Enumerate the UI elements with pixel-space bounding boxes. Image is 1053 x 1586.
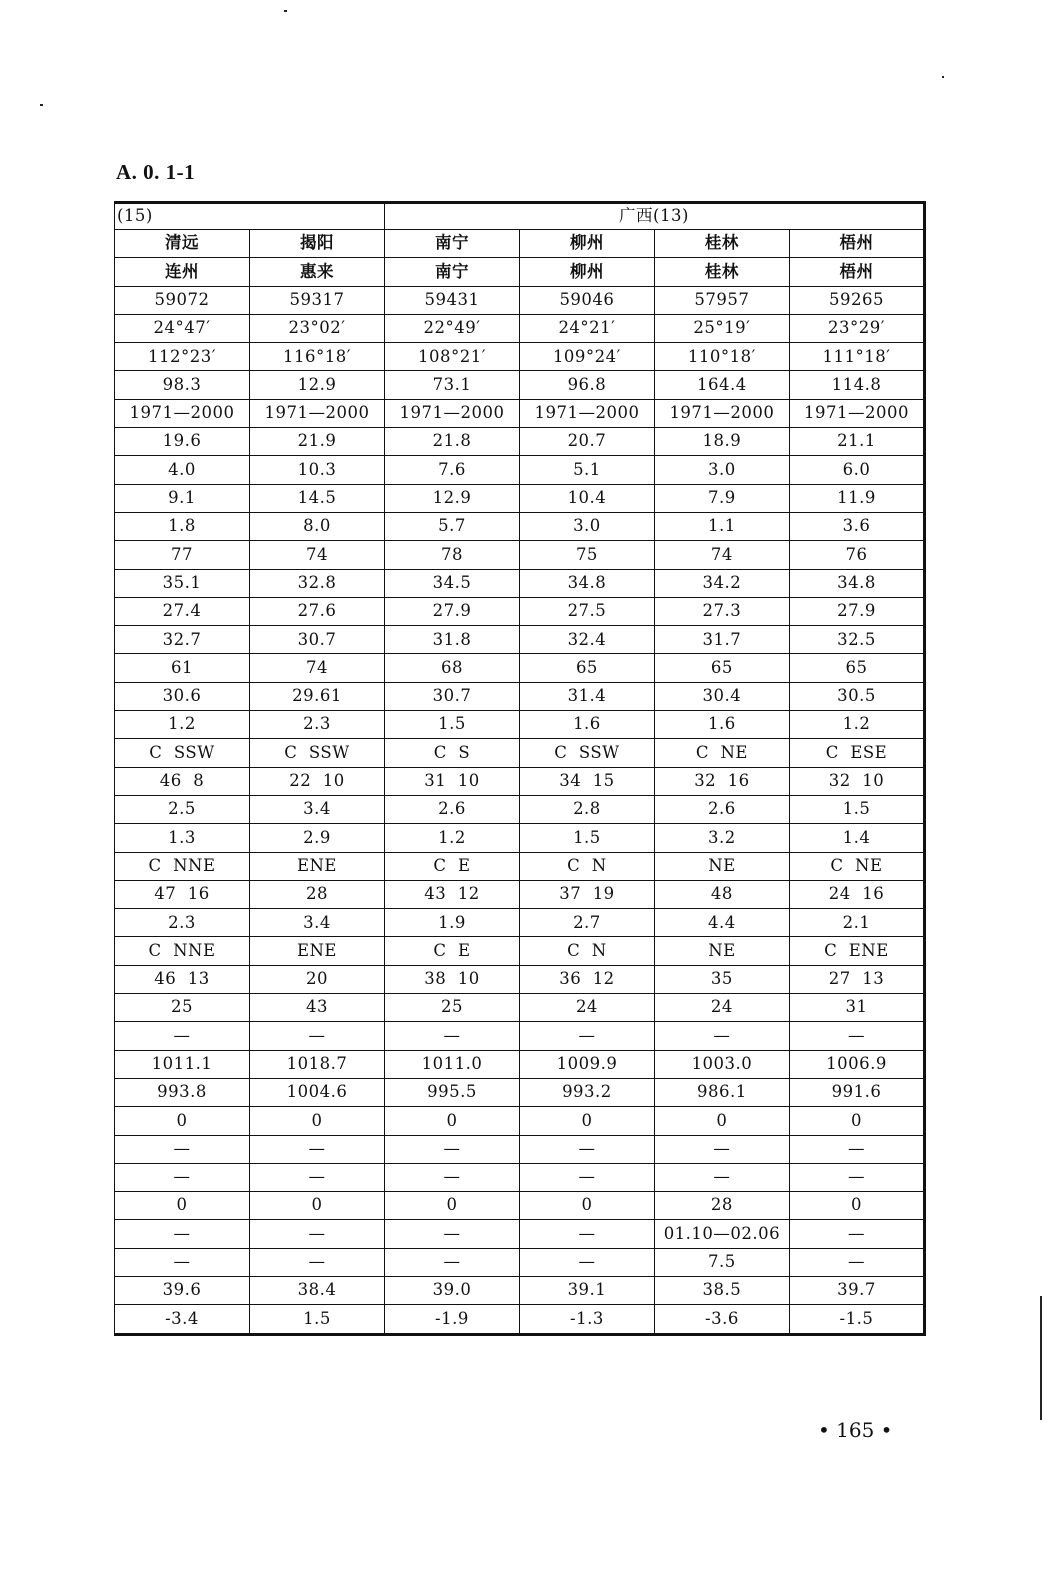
table-cell: 2.9 xyxy=(249,824,384,852)
station-name: 惠来 xyxy=(249,258,384,286)
table-cell: 59265 xyxy=(789,286,924,314)
table-cell: — xyxy=(115,1163,250,1191)
table-cell: 43 12 xyxy=(384,880,519,908)
table-row xyxy=(115,654,925,682)
table-cell: 23°29′ xyxy=(789,314,924,342)
table-cell: 993.8 xyxy=(115,1078,250,1106)
table-cell: C E xyxy=(384,852,519,880)
table-cell: -3.6 xyxy=(654,1305,789,1334)
table-cell: 21.8 xyxy=(384,428,519,456)
table-row xyxy=(115,739,925,767)
table-cell: 1.6 xyxy=(519,711,654,739)
table-cell: 114.8 xyxy=(789,371,924,399)
table-cell: 5.1 xyxy=(519,456,654,484)
table-cell: 38.5 xyxy=(654,1276,789,1304)
group-label-left: (15) xyxy=(115,203,385,230)
table-cell: 21.9 xyxy=(249,428,384,456)
station-name: 柳州 xyxy=(519,258,654,286)
table-row xyxy=(115,541,925,569)
table-cell: 1.1 xyxy=(654,512,789,540)
table-cell: 8.0 xyxy=(249,512,384,540)
province-group-row xyxy=(115,203,925,230)
table-cell: 20 xyxy=(249,965,384,993)
table-cell: 12.9 xyxy=(249,371,384,399)
margin-rule xyxy=(1040,1296,1042,1420)
table-cell: ENE xyxy=(249,852,384,880)
table-row xyxy=(115,937,925,965)
table-row xyxy=(115,314,925,342)
table-cell: 23°02′ xyxy=(249,314,384,342)
table-cell: — xyxy=(249,1135,384,1163)
table-cell: C NNE xyxy=(115,852,250,880)
table-cell: — xyxy=(249,1022,384,1050)
table-cell: 29.61 xyxy=(249,682,384,710)
table-cell: 1971—2000 xyxy=(789,399,924,427)
table-row xyxy=(115,1192,925,1220)
table-cell: — xyxy=(654,1135,789,1163)
table-row xyxy=(115,597,925,625)
table-cell: 1.6 xyxy=(654,711,789,739)
table-cell: 22 10 xyxy=(249,767,384,795)
table-row xyxy=(115,1022,925,1050)
table-row xyxy=(115,1276,925,1304)
table-cell: 35.1 xyxy=(115,569,250,597)
table-cell: 34.8 xyxy=(519,569,654,597)
table-cell: 27.9 xyxy=(789,597,924,625)
table-cell: 1004.6 xyxy=(249,1078,384,1106)
table-row xyxy=(115,767,925,795)
table-cell: 32.5 xyxy=(789,626,924,654)
table-row xyxy=(115,965,925,993)
table-cell: 59046 xyxy=(519,286,654,314)
table-cell: 7.9 xyxy=(654,484,789,512)
table-cell: 991.6 xyxy=(789,1078,924,1106)
table-cell: 59431 xyxy=(384,286,519,314)
table-cell: 30.6 xyxy=(115,682,250,710)
table-cell: — xyxy=(519,1248,654,1276)
table-cell: 31 xyxy=(789,994,924,1022)
table-cell: 164.4 xyxy=(654,371,789,399)
table-cell: 38.4 xyxy=(249,1276,384,1304)
table-cell: 18.9 xyxy=(654,428,789,456)
table-cell: 46 13 xyxy=(115,965,250,993)
table-cell: 20.7 xyxy=(519,428,654,456)
table-row xyxy=(115,1305,925,1334)
table-cell: -1.3 xyxy=(519,1305,654,1334)
station-name: 南宁 xyxy=(384,258,519,286)
table-cell: 0 xyxy=(384,1192,519,1220)
table-cell: 3.0 xyxy=(654,456,789,484)
table-cell: 116°18′ xyxy=(249,343,384,371)
table-cell: 31.7 xyxy=(654,626,789,654)
table-cell: 34.8 xyxy=(789,569,924,597)
climate-parameter-table xyxy=(114,201,926,1336)
table-row xyxy=(115,371,925,399)
table-cell: 0 xyxy=(519,1192,654,1220)
table-cell: 19.6 xyxy=(115,428,250,456)
table-cell: 59072 xyxy=(115,286,250,314)
station-name: 梧州 xyxy=(789,258,924,286)
table-cell: 75 xyxy=(519,541,654,569)
table-cell: 4.4 xyxy=(654,909,789,937)
table-row xyxy=(115,428,925,456)
table-cell: 993.2 xyxy=(519,1078,654,1106)
table-cell: 3.2 xyxy=(654,824,789,852)
table-row xyxy=(115,569,925,597)
table-cell: 59317 xyxy=(249,286,384,314)
table-cell: 0 xyxy=(789,1192,924,1220)
page-number: • 165 • xyxy=(818,1418,893,1442)
table-cell: — xyxy=(384,1135,519,1163)
table-cell: 0 xyxy=(115,1107,250,1135)
table-cell: NE xyxy=(654,852,789,880)
table-cell: 68 xyxy=(384,654,519,682)
table-row xyxy=(115,1078,925,1106)
scan-speck xyxy=(942,76,944,78)
table-cell: 39.1 xyxy=(519,1276,654,1304)
table-cell: 1003.0 xyxy=(654,1050,789,1078)
table-cell: 65 xyxy=(654,654,789,682)
table-cell: 25 xyxy=(384,994,519,1022)
table-cell: 73.1 xyxy=(384,371,519,399)
city-name: 梧州 xyxy=(789,230,924,258)
table-cell: 96.8 xyxy=(519,371,654,399)
table-cell: 30.4 xyxy=(654,682,789,710)
table-row xyxy=(115,286,925,314)
table-cell: 1018.7 xyxy=(249,1050,384,1078)
scan-speck xyxy=(40,104,43,106)
table-cell: 1.3 xyxy=(115,824,250,852)
table-cell: -1.5 xyxy=(789,1305,924,1334)
table-cell: 30.7 xyxy=(384,682,519,710)
table-cell: 11.9 xyxy=(789,484,924,512)
table-cell: 32.4 xyxy=(519,626,654,654)
table-row xyxy=(115,824,925,852)
table-cell: 24 xyxy=(519,994,654,1022)
table-cell: 31.4 xyxy=(519,682,654,710)
table-row xyxy=(115,512,925,540)
table-cell: 0 xyxy=(519,1107,654,1135)
table-cell: 39.7 xyxy=(789,1276,924,1304)
table-cell: — xyxy=(789,1248,924,1276)
table-cell: — xyxy=(115,1022,250,1050)
table-cell: 32.8 xyxy=(249,569,384,597)
table-cell: 1971—2000 xyxy=(654,399,789,427)
table-cell: 1.2 xyxy=(384,824,519,852)
table-cell: 1.5 xyxy=(384,711,519,739)
table-cell: 32.7 xyxy=(115,626,250,654)
scan-speck xyxy=(284,10,287,12)
table-cell: 24 xyxy=(654,994,789,1022)
table-cell: — xyxy=(115,1248,250,1276)
table-cell: — xyxy=(384,1220,519,1248)
table-row xyxy=(115,1248,925,1276)
table-cell: 1.9 xyxy=(384,909,519,937)
table-cell: 4.0 xyxy=(115,456,250,484)
table-cell: 74 xyxy=(654,541,789,569)
table-cell: 1009.9 xyxy=(519,1050,654,1078)
station-name-row xyxy=(115,258,925,286)
table-row xyxy=(115,711,925,739)
table-cell: 109°24′ xyxy=(519,343,654,371)
table-cell: C ENE xyxy=(789,937,924,965)
table-cell: -1.9 xyxy=(384,1305,519,1334)
table-cell: 2.6 xyxy=(384,795,519,823)
table-cell: 24°47′ xyxy=(115,314,250,342)
table-cell: — xyxy=(249,1220,384,1248)
table-cell: 65 xyxy=(789,654,924,682)
table-cell: 39.6 xyxy=(115,1276,250,1304)
table-cell: 1971—2000 xyxy=(384,399,519,427)
table-cell: 34.5 xyxy=(384,569,519,597)
table-cell: 27 13 xyxy=(789,965,924,993)
table-cell: 39.0 xyxy=(384,1276,519,1304)
table-cell: 1.5 xyxy=(789,795,924,823)
table-cell: 1011.0 xyxy=(384,1050,519,1078)
table-cell: 27.6 xyxy=(249,597,384,625)
table-cell: 24 16 xyxy=(789,880,924,908)
table-cell: 24°21′ xyxy=(519,314,654,342)
table-row xyxy=(115,456,925,484)
table-cell: — xyxy=(519,1022,654,1050)
table-cell: 36 12 xyxy=(519,965,654,993)
table-cell: 25 xyxy=(115,994,250,1022)
table-cell: 27.4 xyxy=(115,597,250,625)
table-cell: 32 10 xyxy=(789,767,924,795)
table-row xyxy=(115,1135,925,1163)
table-cell: 0 xyxy=(249,1192,384,1220)
table-row xyxy=(115,1163,925,1191)
table-cell: 2.3 xyxy=(115,909,250,937)
table-cell: 5.7 xyxy=(384,512,519,540)
table-row xyxy=(115,852,925,880)
table-cell: 3.4 xyxy=(249,795,384,823)
table-cell: 0 xyxy=(654,1107,789,1135)
table-cell: 57957 xyxy=(654,286,789,314)
table-cell: 14.5 xyxy=(249,484,384,512)
table-cell: C N xyxy=(519,852,654,880)
table-cell: 30.7 xyxy=(249,626,384,654)
table-cell: 1971—2000 xyxy=(249,399,384,427)
table-cell: 10.4 xyxy=(519,484,654,512)
city-name-row xyxy=(115,230,925,258)
table-cell: NE xyxy=(654,937,789,965)
table-row xyxy=(115,994,925,1022)
table-cell: 0 xyxy=(384,1107,519,1135)
table-cell: — xyxy=(115,1135,250,1163)
table-cell: 76 xyxy=(789,541,924,569)
table-cell: C NE xyxy=(789,852,924,880)
table-cell: 3.0 xyxy=(519,512,654,540)
table-cell: 3.4 xyxy=(249,909,384,937)
table-cell: — xyxy=(789,1163,924,1191)
table-cell: 1.8 xyxy=(115,512,250,540)
table-cell: 111°18′ xyxy=(789,343,924,371)
table-cell: 47 16 xyxy=(115,880,250,908)
table-cell: 35 xyxy=(654,965,789,993)
table-cell: — xyxy=(249,1163,384,1191)
table-cell: -3.4 xyxy=(115,1305,250,1334)
table-cell: — xyxy=(519,1135,654,1163)
table-cell: 110°18′ xyxy=(654,343,789,371)
table-cell: 48 xyxy=(654,880,789,908)
city-name: 柳州 xyxy=(519,230,654,258)
table-cell: 1971—2000 xyxy=(519,399,654,427)
table-cell: 108°21′ xyxy=(384,343,519,371)
table-cell: 61 xyxy=(115,654,250,682)
table-cell: 1.5 xyxy=(249,1305,384,1334)
table-cell: 10.3 xyxy=(249,456,384,484)
table-row xyxy=(115,909,925,937)
table-cell: ENE xyxy=(249,937,384,965)
table-cell: C S xyxy=(384,739,519,767)
table-cell: — xyxy=(249,1248,384,1276)
table-cell: 0 xyxy=(115,1192,250,1220)
table-cell: 2.1 xyxy=(789,909,924,937)
city-name: 桂林 xyxy=(654,230,789,258)
table-row xyxy=(115,795,925,823)
table-cell: 21.1 xyxy=(789,428,924,456)
table-cell: 9.1 xyxy=(115,484,250,512)
table-row xyxy=(115,682,925,710)
table-cell: 986.1 xyxy=(654,1078,789,1106)
city-name: 南宁 xyxy=(384,230,519,258)
table-cell: 1.2 xyxy=(789,711,924,739)
table-cell: — xyxy=(789,1022,924,1050)
table-cell: 77 xyxy=(115,541,250,569)
table-cell: 0 xyxy=(789,1107,924,1135)
table-cell: C SSW xyxy=(115,739,250,767)
group-label-guangxi: 广西(13) xyxy=(384,203,924,230)
table-cell: 6.0 xyxy=(789,456,924,484)
table-row xyxy=(115,343,925,371)
table-cell: 98.3 xyxy=(115,371,250,399)
table-cell: C SSW xyxy=(519,739,654,767)
table-id: A. 0. 1-1 xyxy=(116,160,196,184)
table-cell: 0 xyxy=(249,1107,384,1135)
table-cell: — xyxy=(654,1163,789,1191)
table-cell: C ESE xyxy=(789,739,924,767)
table-cell: 34.2 xyxy=(654,569,789,597)
table-cell: 7.6 xyxy=(384,456,519,484)
table-row xyxy=(115,399,925,427)
table-cell: 7.5 xyxy=(654,1248,789,1276)
table-cell: C NNE xyxy=(115,937,250,965)
table-cell: 74 xyxy=(249,541,384,569)
table-row xyxy=(115,1107,925,1135)
table-row xyxy=(115,1050,925,1078)
table-cell: 12.9 xyxy=(384,484,519,512)
table-cell: 01.10—02.06 xyxy=(654,1220,789,1248)
station-name: 连州 xyxy=(115,258,250,286)
table-cell: C E xyxy=(384,937,519,965)
table-cell: 22°49′ xyxy=(384,314,519,342)
table-cell: — xyxy=(115,1220,250,1248)
table-cell: 27.5 xyxy=(519,597,654,625)
table-cell: — xyxy=(384,1163,519,1191)
table-cell: — xyxy=(519,1220,654,1248)
table-cell: C SSW xyxy=(249,739,384,767)
table-cell: 1.4 xyxy=(789,824,924,852)
table-cell: 27.9 xyxy=(384,597,519,625)
table-cell: 1.2 xyxy=(115,711,250,739)
table-cell: 2.8 xyxy=(519,795,654,823)
table-cell: — xyxy=(654,1022,789,1050)
table-row xyxy=(115,880,925,908)
table-cell: 28 xyxy=(249,880,384,908)
station-name: 桂林 xyxy=(654,258,789,286)
table-cell: 74 xyxy=(249,654,384,682)
table-cell: — xyxy=(519,1163,654,1191)
table-cell: 34 15 xyxy=(519,767,654,795)
city-name: 揭阳 xyxy=(249,230,384,258)
table-row xyxy=(115,1220,925,1248)
table-cell: 37 19 xyxy=(519,880,654,908)
table-cell: 31.8 xyxy=(384,626,519,654)
table-cell: 2.6 xyxy=(654,795,789,823)
table-cell: 46 8 xyxy=(115,767,250,795)
table-cell: 43 xyxy=(249,994,384,1022)
table-cell: 3.6 xyxy=(789,512,924,540)
table-cell: 38 10 xyxy=(384,965,519,993)
table-cell: 25°19′ xyxy=(654,314,789,342)
table-cell: 78 xyxy=(384,541,519,569)
table-cell: C N xyxy=(519,937,654,965)
table-row xyxy=(115,626,925,654)
table-cell: 1.5 xyxy=(519,824,654,852)
table-row xyxy=(115,484,925,512)
table-cell: 2.3 xyxy=(249,711,384,739)
table-cell: 995.5 xyxy=(384,1078,519,1106)
table-cell: — xyxy=(789,1135,924,1163)
table-cell: 2.7 xyxy=(519,909,654,937)
table-cell: 1011.1 xyxy=(115,1050,250,1078)
table-cell: 30.5 xyxy=(789,682,924,710)
table-cell: 1971—2000 xyxy=(115,399,250,427)
table-cell: 2.5 xyxy=(115,795,250,823)
table-cell: — xyxy=(789,1220,924,1248)
table-cell: 1006.9 xyxy=(789,1050,924,1078)
table-cell: 65 xyxy=(519,654,654,682)
table-cell: 32 16 xyxy=(654,767,789,795)
table-cell: 27.3 xyxy=(654,597,789,625)
table-cell: — xyxy=(384,1022,519,1050)
table-cell: 112°23′ xyxy=(115,343,250,371)
table-cell: 31 10 xyxy=(384,767,519,795)
table-cell: C NE xyxy=(654,739,789,767)
city-name: 清远 xyxy=(115,230,250,258)
table-cell: — xyxy=(384,1248,519,1276)
table-cell: 28 xyxy=(654,1192,789,1220)
